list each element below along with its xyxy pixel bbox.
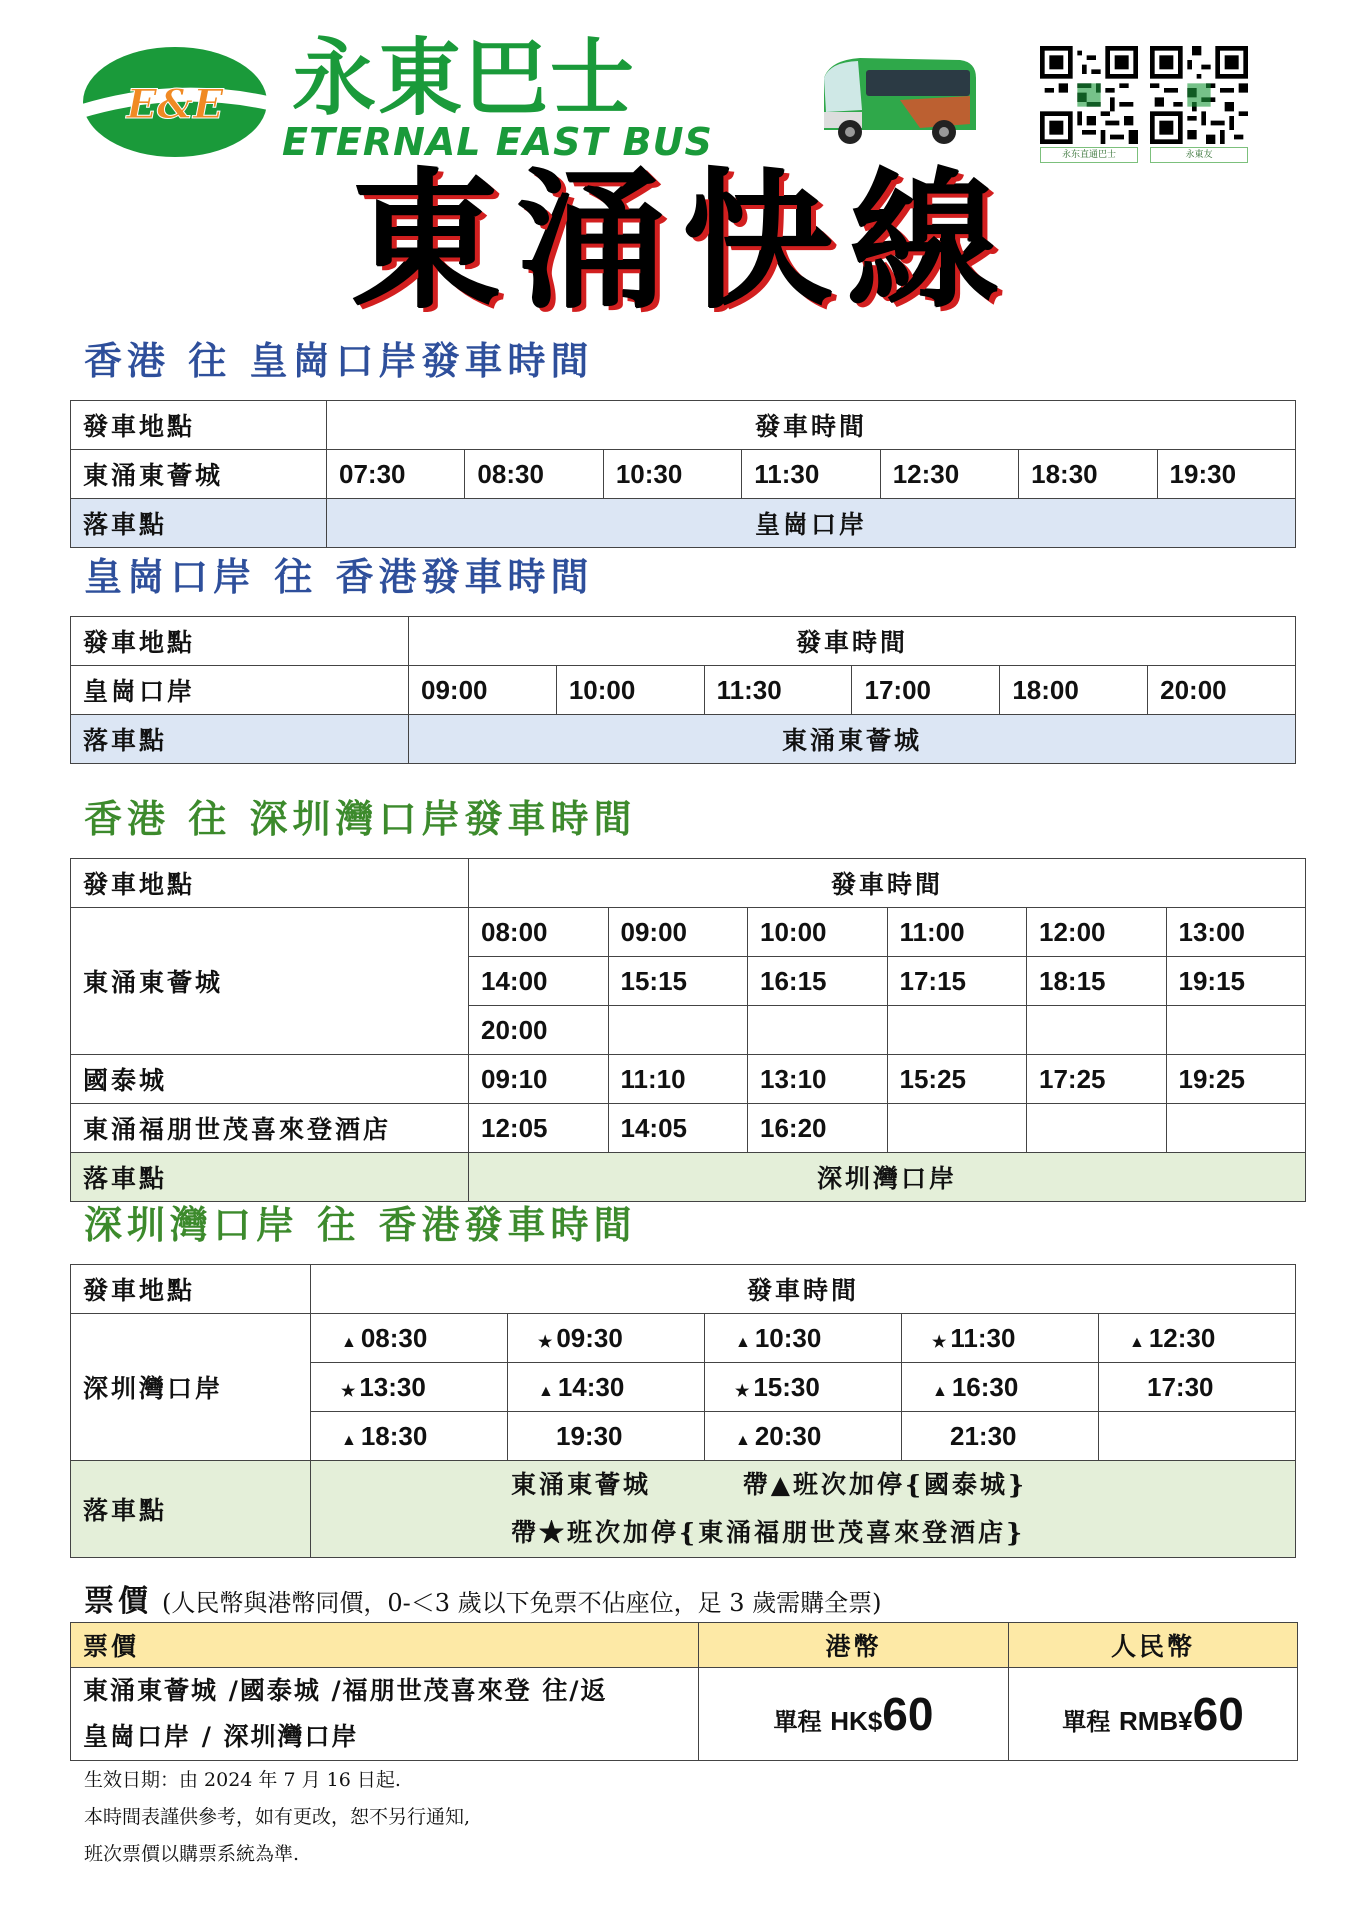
departure-time: 08:30 [465, 450, 603, 499]
label-depart-place: 發車地點 [71, 401, 327, 450]
departure-time [508, 1363, 705, 1412]
label-depart-place: 發車地點 [71, 1265, 311, 1314]
departure-time: 16:20 [748, 1104, 888, 1153]
section-title-hk-to-huanggang: 香港 往 皇崗口岸發車時間 [84, 338, 594, 383]
departure-time: 18:30 [1019, 450, 1157, 499]
label-drop-off: 落車點 [71, 715, 409, 764]
departure-time [1027, 1104, 1167, 1153]
departure-time: 13:00 [1166, 908, 1306, 957]
drop-off-location: 皇崗口岸 [327, 499, 1296, 548]
time-text: 15:30 [753, 1371, 820, 1402]
departure-time [705, 1412, 902, 1461]
stop-marker: ★ [735, 1382, 750, 1400]
section-title-huanggang-to-hk: 皇崗口岸 往 香港發車時間 [84, 554, 594, 599]
fare-note: (人民幣與港幣同價，0-＜3 歲以下免票不佔座位，足 3 歲需購全票) [162, 1589, 882, 1617]
departure-time: 09:10 [469, 1055, 609, 1104]
fare-rmb-amount: 60 [1192, 1688, 1244, 1740]
fare-single-label: 單程 [773, 1707, 822, 1736]
departure-time: 10:00 [556, 666, 704, 715]
bus-image [810, 48, 980, 152]
drop-off-location: 東涌東薈城 [409, 715, 1296, 764]
fare-heading [84, 1576, 882, 1620]
departure-time [705, 1363, 902, 1412]
departure-time: 09:00 [608, 908, 748, 957]
qr-code-icon [1150, 46, 1248, 144]
label-drop-off: 落車點 [71, 499, 327, 548]
stop-marker: ★ [932, 1333, 947, 1351]
departure-time [1027, 1006, 1167, 1055]
departure-time [748, 1006, 888, 1055]
origin-name: 國泰城 [71, 1055, 469, 1104]
fare-hkd-currency: HK$ [830, 1706, 883, 1736]
drop-off-note-triangle: 帶▲班次加停{國泰城} [742, 1470, 1028, 1499]
origin-name: 東涌東薈城 [71, 908, 469, 1055]
qr-code-wechat[interactable] [1040, 46, 1138, 163]
departure-time: 12:30 [880, 450, 1018, 499]
section-title-shenzhen-bay-to-hk: 深圳灣口岸 往 香港發車時間 [84, 1202, 637, 1247]
departure-time: 12:05 [469, 1104, 609, 1153]
brand-name-en: ETERNAL EAST BUS [282, 120, 713, 164]
fare-hkd-amount: 60 [882, 1688, 934, 1740]
qr-code-app[interactable] [1150, 46, 1248, 163]
stop-marker: ▲ [341, 1431, 357, 1449]
fare-rmb-currency: RMB¥ [1118, 1706, 1193, 1736]
system-note: 班次票價以購票系統為準. [84, 1843, 300, 1865]
fare-col-hkd: 港幣 [699, 1623, 1009, 1668]
stop-marker: ▲ [538, 1382, 554, 1400]
departure-time: 11:00 [887, 908, 1027, 957]
time-text: 17:30 [1147, 1371, 1214, 1402]
brand-name-cn: 永東巴士 [292, 29, 637, 127]
stop-marker: ▲ [932, 1382, 948, 1400]
departure-time: 19:30 [1157, 450, 1295, 499]
departure-time: 18:15 [1027, 957, 1167, 1006]
departure-time [508, 1412, 705, 1461]
departure-time: 17:15 [887, 957, 1027, 1006]
drop-off-line-1 [511, 1461, 1283, 1509]
departure-time: 17:00 [852, 666, 1000, 715]
departure-time: 11:30 [704, 666, 852, 715]
page-title: 東涌快線 [350, 156, 1015, 330]
departure-time: 14:00 [469, 957, 609, 1006]
departure-time [902, 1363, 1099, 1412]
stop-marker: ★ [341, 1382, 356, 1400]
origin-name: 東涌福朋世茂喜來登酒店 [71, 1104, 469, 1153]
fare-col-label: 票價 [71, 1623, 699, 1668]
departure-time: 17:25 [1027, 1055, 1167, 1104]
stop-marker: ▲ [735, 1333, 751, 1351]
drop-off-note-star: 帶★班次加停{東涌福朋世茂喜來登酒店} [511, 1518, 1026, 1547]
departure-time: 19:15 [1166, 957, 1306, 1006]
time-text: 20:30 [754, 1420, 822, 1451]
timetable-shenzhen-bay-to-hk [70, 1264, 1296, 1558]
origin-name: 深圳灣口岸 [71, 1314, 311, 1461]
time-text: 12:30 [1148, 1322, 1216, 1353]
departure-time: 18:00 [1000, 666, 1148, 715]
departure-time [902, 1314, 1099, 1363]
fare-table [70, 1622, 1298, 1761]
departure-time: 11:10 [608, 1055, 748, 1104]
drop-off-main: 東涌東薈城 [511, 1470, 652, 1499]
departure-time [1166, 1006, 1306, 1055]
departure-time: 15:15 [608, 957, 748, 1006]
drop-off-location [311, 1461, 1296, 1558]
departure-time [887, 1006, 1027, 1055]
fare-route-line-2: 皇崗口岸 / 深圳灣口岸 [83, 1722, 359, 1751]
label-depart-time: 發車時間 [469, 859, 1306, 908]
label-depart-time: 發車時間 [311, 1265, 1296, 1314]
time-text: 18:30 [360, 1420, 428, 1451]
stop-marker: ★ [538, 1333, 553, 1351]
departure-time: 12:00 [1027, 908, 1167, 957]
stop-marker: ▲ [1129, 1333, 1145, 1351]
logo-text: E&E [126, 81, 224, 128]
time-text: 14:30 [557, 1371, 625, 1402]
departure-time [311, 1363, 508, 1412]
departure-time: 19:25 [1166, 1055, 1306, 1104]
departure-time [1166, 1104, 1306, 1153]
departure-time: 13:10 [748, 1055, 888, 1104]
origin-name: 皇崗口岸 [71, 666, 409, 715]
departure-time: 10:00 [748, 908, 888, 957]
qr-label-app: 永東友 [1150, 147, 1248, 163]
fare-rmb [1009, 1668, 1298, 1761]
departure-time: 07:30 [327, 450, 465, 499]
time-text: 11:30 [950, 1322, 1016, 1353]
departure-time [508, 1314, 705, 1363]
qr-label-wechat: 永东直通巴士 [1040, 147, 1138, 163]
departure-time: 20:00 [1148, 666, 1296, 715]
departure-time: 10:30 [603, 450, 741, 499]
timetable-hk-to-shenzhen-bay [70, 858, 1306, 1202]
disclaimer: 本時間表謹供參考，如有更改，恕不另行通知, [84, 1806, 471, 1828]
stop-marker: ▲ [735, 1431, 751, 1449]
fare-hkd [699, 1668, 1009, 1761]
time-text: 16:30 [951, 1371, 1019, 1402]
timetable-hk-to-huanggang [70, 400, 1296, 548]
departure-time [902, 1412, 1099, 1461]
departure-time: 20:00 [469, 1006, 609, 1055]
fare-single-label: 單程 [1062, 1707, 1111, 1736]
section-title-hk-to-shenzhen-bay: 香港 往 深圳灣口岸發車時間 [84, 796, 637, 841]
departure-time [705, 1314, 902, 1363]
fare-title: 票價 [84, 1584, 152, 1619]
qr-code-icon [1040, 46, 1138, 144]
departure-time [311, 1412, 508, 1461]
departure-time [1099, 1314, 1296, 1363]
time-text: 08:30 [360, 1322, 428, 1353]
departure-time: 09:00 [409, 666, 557, 715]
departure-time [887, 1104, 1027, 1153]
time-text: 19:30 [556, 1420, 623, 1451]
departure-time: 16:15 [748, 957, 888, 1006]
fare-route [71, 1668, 699, 1761]
drop-off-location: 深圳灣口岸 [469, 1153, 1306, 1202]
effective-date: 生效日期：由 2024 年 7 月 16 日起. [84, 1769, 401, 1791]
departure-time [311, 1314, 508, 1363]
departure-time: 08:00 [469, 908, 609, 957]
stop-marker: ▲ [341, 1333, 357, 1351]
label-depart-place: 發車地點 [71, 859, 469, 908]
departure-time: 15:25 [887, 1055, 1027, 1104]
label-drop-off: 落車點 [71, 1461, 311, 1558]
label-drop-off: 落車點 [71, 1153, 469, 1202]
fare-route-line-1: 東涌東薈城 /國泰城 /福朋世茂喜來登 往/返 [83, 1676, 608, 1705]
departure-time [1099, 1412, 1296, 1461]
departure-time [608, 1006, 748, 1055]
time-text: 10:30 [754, 1322, 822, 1353]
departure-time: 14:05 [608, 1104, 748, 1153]
label-depart-place: 發車地點 [71, 617, 409, 666]
footer-notes [84, 1762, 470, 1873]
timetable-huanggang-to-hk [70, 616, 1296, 764]
eternal-east-logo [82, 46, 268, 158]
origin-name: 東涌東薈城 [71, 450, 327, 499]
time-text: 21:30 [950, 1420, 1017, 1451]
label-depart-time: 發車時間 [327, 401, 1296, 450]
label-depart-time: 發車時間 [409, 617, 1296, 666]
time-text: 09:30 [556, 1322, 623, 1353]
fare-col-rmb: 人民幣 [1009, 1623, 1298, 1668]
departure-time [1099, 1363, 1296, 1412]
time-text: 13:30 [359, 1371, 426, 1402]
departure-time: 11:30 [742, 450, 880, 499]
